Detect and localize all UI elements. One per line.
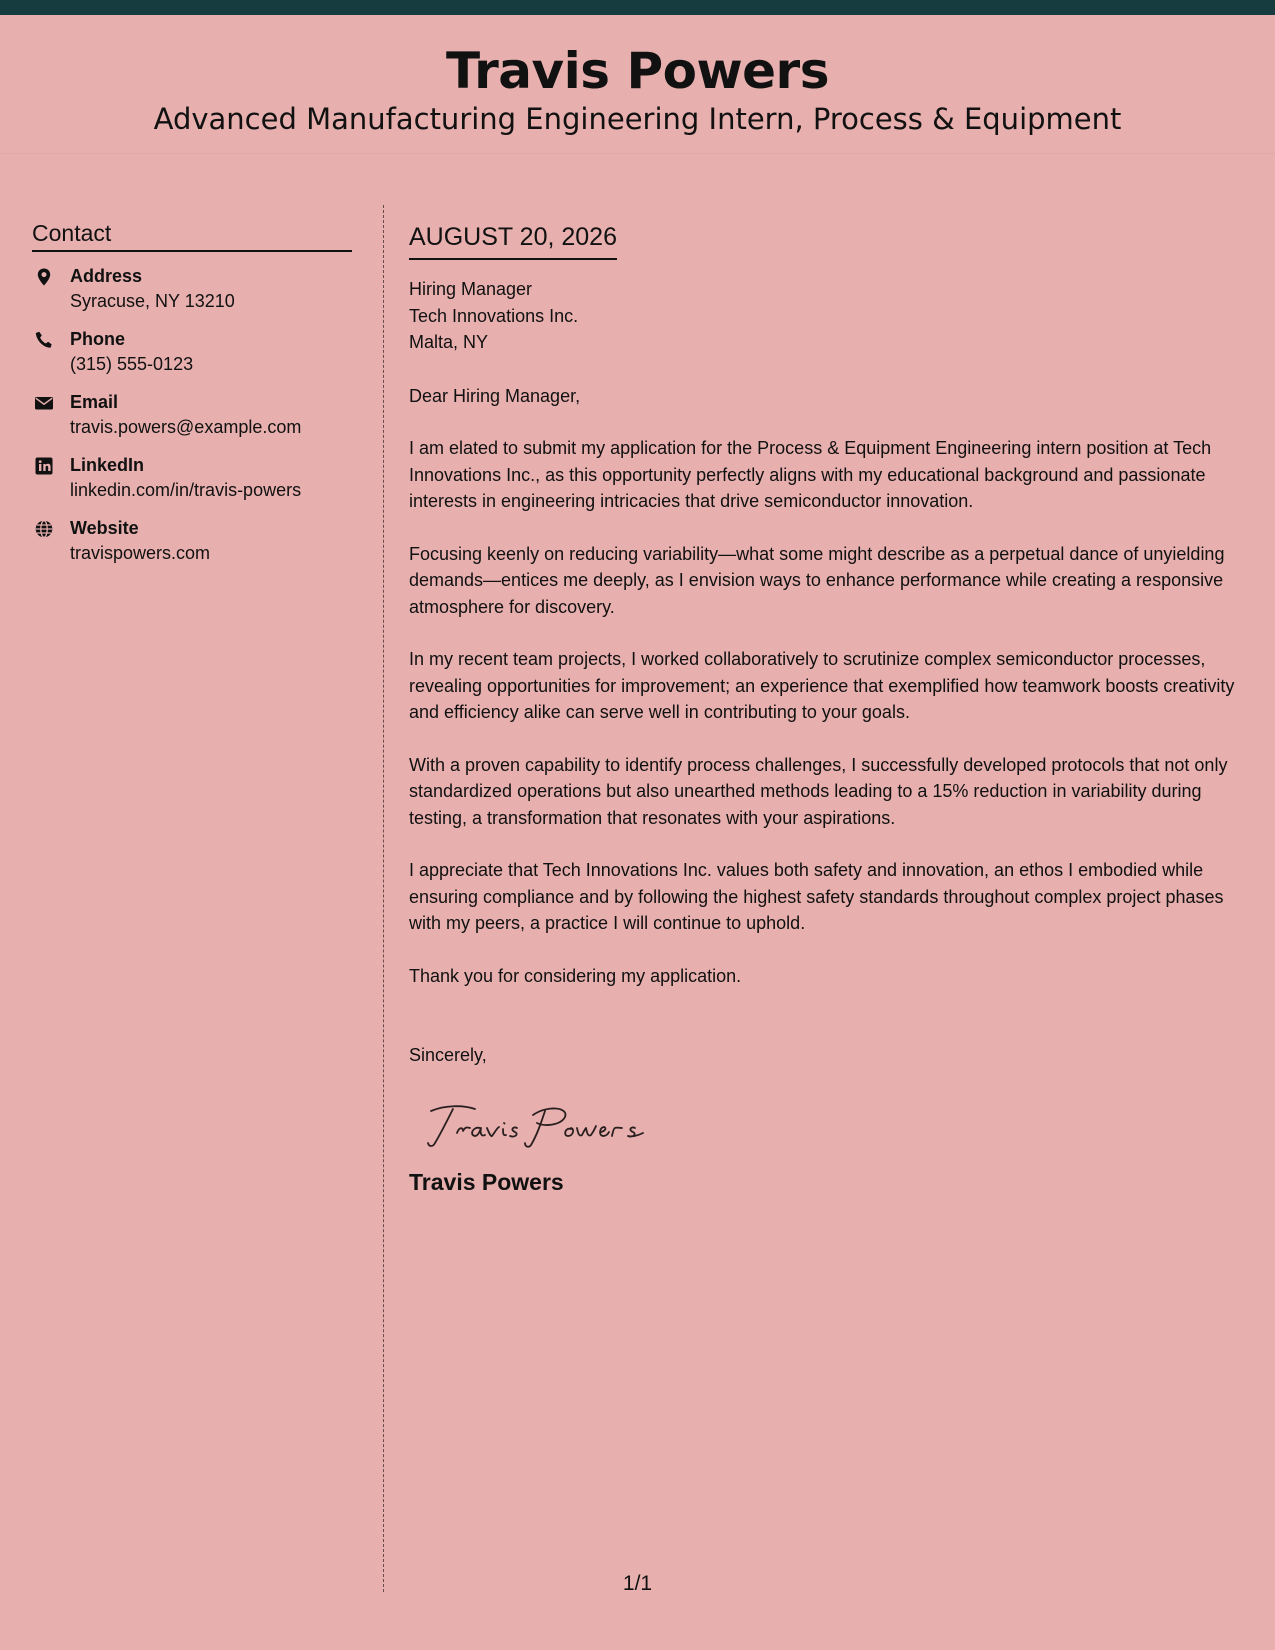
contact-label: Email bbox=[70, 392, 119, 412]
globe-icon bbox=[34, 519, 54, 539]
letter-paragraph: I appreciate that Tech Innovations Inc. values both safety and innovation, an ethos I embodied while ensuring compliance and by following the highest safety standards throughout complex project phases with my peers, a practice I will continue to uphold. bbox=[409, 860, 1224, 933]
handwritten-signature bbox=[425, 1097, 1249, 1153]
recipient-block bbox=[409, 276, 1249, 356]
letter-date: AUGUST 20, 2026 bbox=[409, 220, 617, 260]
letter-paragraph: Focusing keenly on reducing variability—what some might describe as a perpetual dance of unyielding demands—entices me deeply, as I envision ways to enhance performance while creating a responsive atmosphere for discovery. bbox=[409, 543, 1225, 617]
linkedin-icon bbox=[34, 456, 54, 476]
letter-closing: Sincerely, bbox=[409, 1045, 487, 1065]
salutation: Dear Hiring Manager, bbox=[409, 385, 581, 406]
resume-header bbox=[0, 15, 1275, 154]
applicant-name: Travis Powers bbox=[446, 42, 829, 100]
contact-value: travispowers.com bbox=[70, 543, 211, 563]
contact-value: (315) 555-0123 bbox=[70, 354, 194, 374]
letter-paragraph: In my recent team projects, I worked collaboratively to scrutinize complex semiconductor processes, revealing opportunities for improvement; an experience that exemplified how teamwork boosts creativity and efficiency alike can serve well in contributing to your goals. bbox=[409, 649, 1235, 722]
page-number: 1/1 bbox=[622, 1572, 653, 1595]
envelope-icon bbox=[34, 393, 54, 413]
phone-icon bbox=[34, 330, 54, 350]
contact-item-linkedin bbox=[32, 453, 352, 516]
contact-value: linkedin.com/in/travis-powers bbox=[70, 480, 302, 500]
contact-item-website bbox=[32, 516, 352, 579]
letter-paragraph: I am elated to submit my application for the Process & Equipment Engineering intern position at Tech Innovations Inc., as this opportunity perfectly aligns with my educational background and passionate interests in engineering intricacies that drive semiconductor innovation. bbox=[409, 438, 1212, 511]
contact-label: Website bbox=[70, 518, 139, 538]
map-pin-icon bbox=[34, 267, 54, 287]
contact-value: Syracuse, NY 13210 bbox=[70, 291, 235, 311]
contact-label: LinkedIn bbox=[70, 455, 145, 475]
contact-label: Address bbox=[70, 266, 143, 286]
letter-paragraph: Thank you for considering my application. bbox=[409, 965, 742, 986]
letter-body bbox=[409, 220, 1249, 1197]
contact-value: travis.powers@example.com bbox=[70, 417, 302, 437]
contact-item-address bbox=[32, 264, 352, 327]
contact-item-email bbox=[32, 390, 352, 453]
contact-label: Phone bbox=[70, 329, 126, 349]
top-accent-bar bbox=[0, 0, 1275, 15]
column-divider bbox=[383, 205, 384, 1592]
recipient-title: Hiring Manager bbox=[409, 279, 533, 299]
contact-sidebar bbox=[32, 218, 352, 579]
letter-paragraph: With a proven capability to identify process challenges, I successfully developed protocols that not only standardized operations but also unearthed methods leading to a 15% reduction in variability during testing, a transformation that resonates with your aspirations. bbox=[409, 754, 1228, 828]
contact-title: Contact bbox=[32, 218, 352, 252]
applicant-role: Advanced Manufacturing Engineering Intern, Process & Equipment bbox=[153, 102, 1122, 136]
recipient-location: Malta, NY bbox=[409, 332, 489, 352]
recipient-company: Tech Innovations Inc. bbox=[409, 305, 579, 326]
signer-name: Travis Powers bbox=[409, 1168, 564, 1195]
contact-item-phone bbox=[32, 327, 352, 390]
